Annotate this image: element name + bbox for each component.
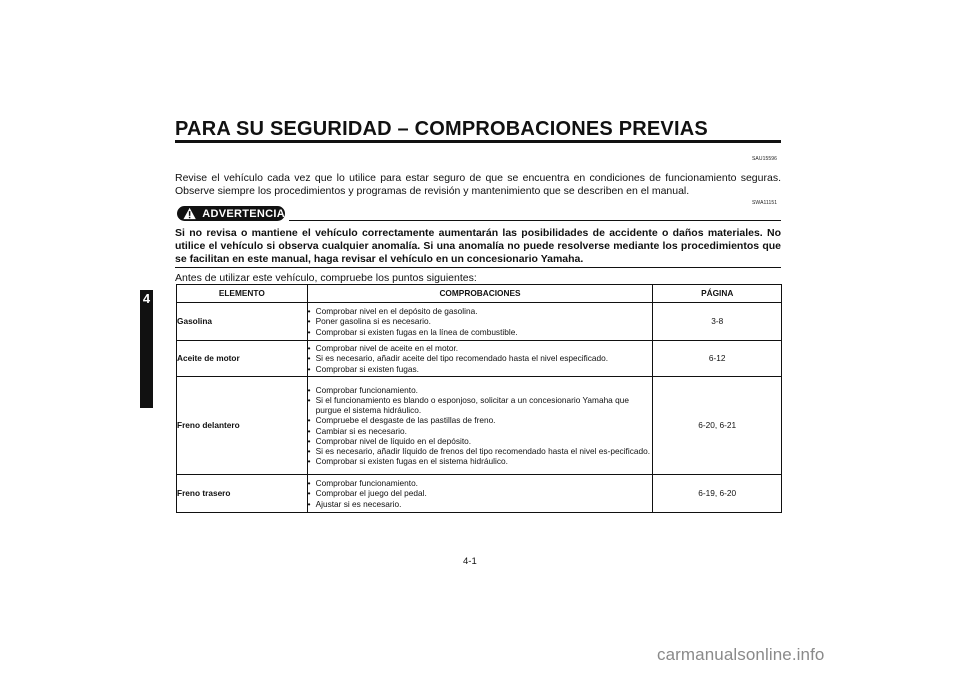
warning-bottom-rule xyxy=(175,267,781,268)
table-row xyxy=(177,303,782,341)
row-page: 3-8 xyxy=(653,303,782,341)
warning-label: ADVERTENCIA xyxy=(202,207,285,220)
table-row xyxy=(177,341,782,377)
row-element: Freno trasero xyxy=(177,475,308,513)
header-page: PÁGINA xyxy=(653,285,782,303)
table-header-row xyxy=(177,285,782,303)
warning-triangle-icon xyxy=(183,207,196,220)
check-item: • Poner gasolina si es necesario. xyxy=(308,316,653,326)
check-item: • Comprobar si existen fugas. xyxy=(308,364,653,374)
row-element: Aceite de motor xyxy=(177,341,308,377)
warning-code: SWA11151 xyxy=(752,200,778,206)
row-checks xyxy=(307,475,653,513)
check-item: • Si el funcionamiento es blando o esponjoso, solicitar a un concesionario Yamaha que purgue el sistema hidráulico. xyxy=(308,395,653,415)
intro-paragraph: Revise el vehículo cada vez que lo utilice para estar seguro de que se encuentra en condiciones de funcionamiento seguras. Observe siempre los procedimientos y programas de revisión y mantenimiento que se describen en el manual. xyxy=(175,172,781,197)
table-row xyxy=(177,377,782,475)
check-item: • Comprobar nivel de aceite en el motor. xyxy=(308,343,653,353)
check-item: • Ajustar si es necesario. xyxy=(308,499,653,509)
check-item: • Comprobar si existen fugas en la línea de combustible. xyxy=(308,327,653,337)
table-row xyxy=(177,475,782,513)
header-checks: COMPROBACIONES xyxy=(307,285,653,303)
header-element: ELEMENTO xyxy=(177,285,308,303)
table-intro: Antes de utilizar este vehículo, compruebe los puntos siguientes: xyxy=(175,272,477,284)
row-checks xyxy=(307,377,653,475)
row-element: Freno delantero xyxy=(177,377,308,475)
check-item: • Cambiar si es necesario. xyxy=(308,426,653,436)
check-item: • Comprobar nivel de líquido en el depósito. xyxy=(308,436,653,446)
page-title: PARA SU SEGURIDAD – COMPROBACIONES PREVIAS xyxy=(175,118,708,140)
row-page: 6-12 xyxy=(653,341,782,377)
warning-text: Si no revisa o mantiene el vehículo correctamente aumentarán las posibilidades de accidente o daños materiales. No utilice el vehículo si observa cualquier anomalía. Si una anomalía no puede resolverse mediante los procedimientos que se facilitan en este manual, haga revisar el vehículo en un concesionario Yamaha. xyxy=(175,227,781,265)
row-page: 6-19, 6-20 xyxy=(653,475,782,513)
check-item: • Comprobar si existen fugas en el sistema hidráulico. xyxy=(308,456,653,466)
row-page: 6-20, 6-21 xyxy=(653,377,782,475)
row-element: Gasolina xyxy=(177,303,308,341)
warning-badge xyxy=(177,206,285,221)
check-item: • Comprobar nivel en el depósito de gasolina. xyxy=(308,306,653,316)
check-item: • Si es necesario, añadir aceite del tipo recomendado hasta el nivel especificado. xyxy=(308,353,653,363)
check-item: • Si es necesario, añadir líquido de frenos del tipo recomendado hasta el nivel es-pecificado. xyxy=(308,446,653,456)
row-checks xyxy=(307,341,653,377)
check-item: • Comprobar funcionamiento. xyxy=(308,385,653,395)
title-rule xyxy=(175,140,781,143)
check-item: • Compruebe el desgaste de las pastillas de freno. xyxy=(308,415,653,425)
chapter-number: 4 xyxy=(142,291,151,306)
page-number: 4-1 xyxy=(463,556,477,567)
row-checks xyxy=(307,303,653,341)
check-item: • Comprobar el juego del pedal. xyxy=(308,488,653,498)
warning-top-rule xyxy=(289,220,781,221)
watermark-text: carmanualsonline.info xyxy=(657,645,825,664)
check-item: • Comprobar funcionamiento. xyxy=(308,478,653,488)
checks-table xyxy=(176,284,782,513)
section-code: SAU15596 xyxy=(752,156,777,162)
